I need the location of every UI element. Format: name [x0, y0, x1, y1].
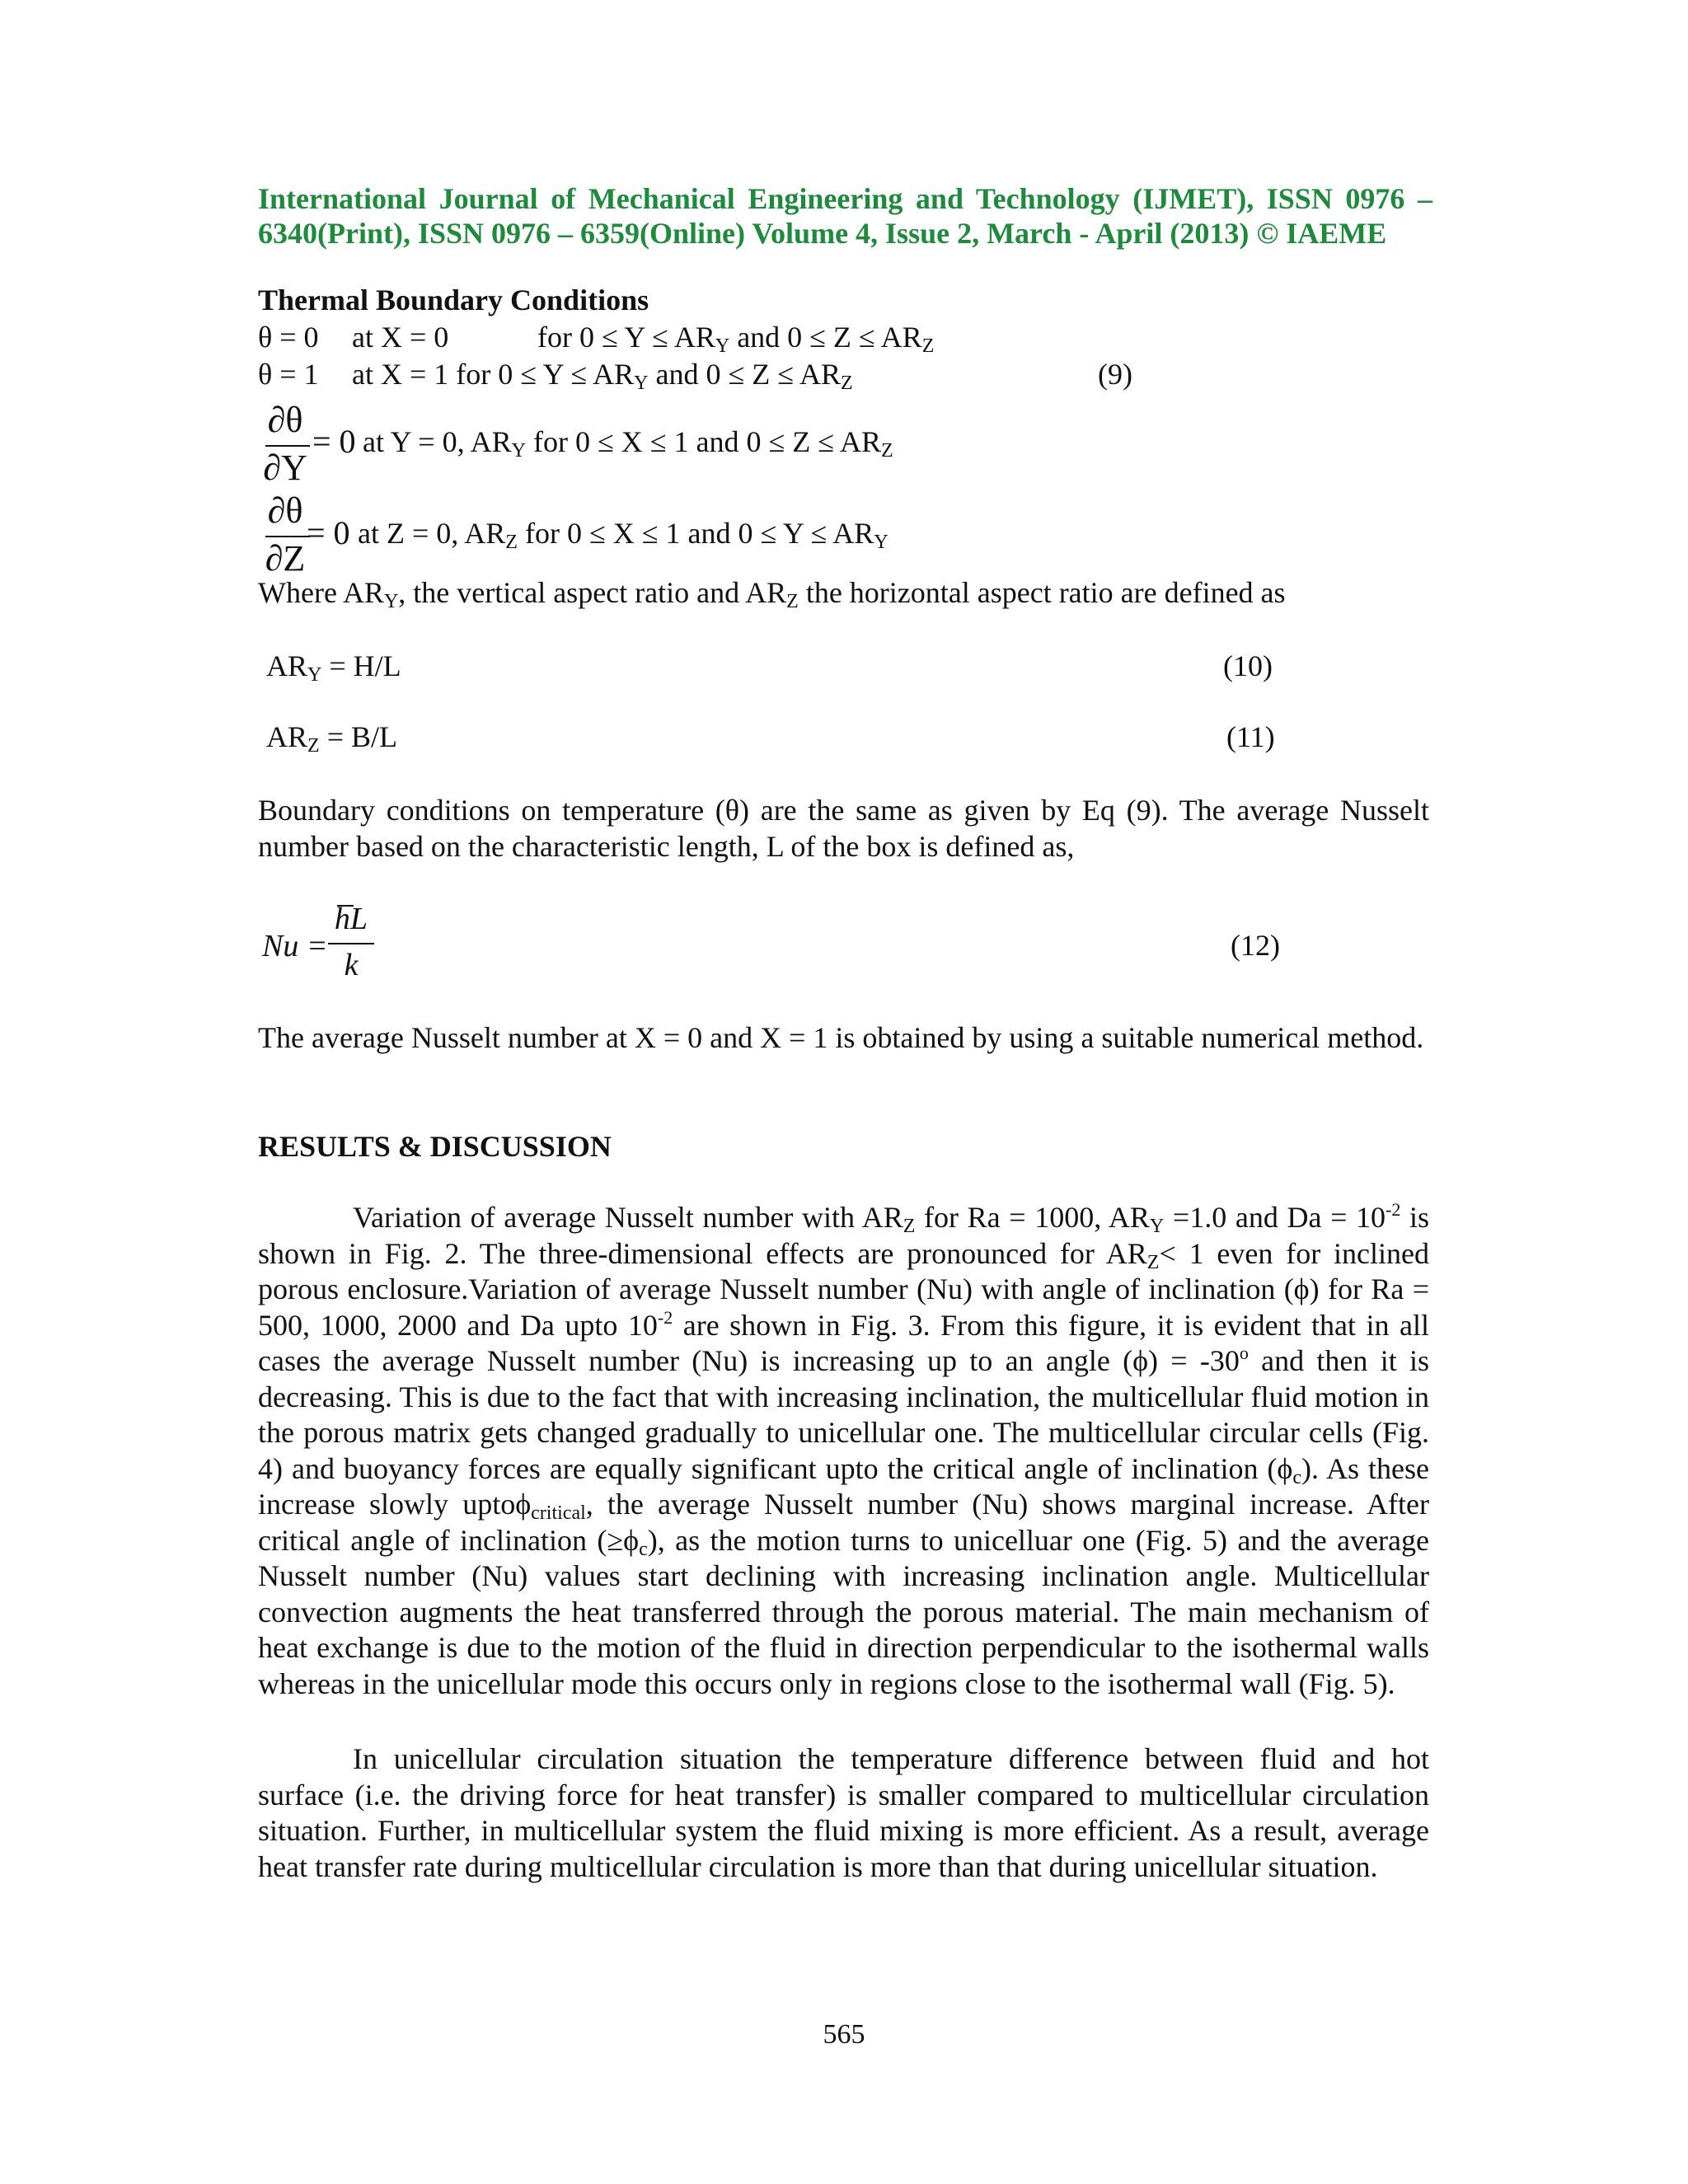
header-line-2: 6340(Print), ISSN 0976 – 6359(Online) Volume 4, Issue 2, March - April (2013) © IAEME [258, 217, 1387, 250]
condition-2-lhs: θ = 1 [258, 358, 319, 391]
fraction-numerator: ∂θ [267, 490, 303, 531]
fraction-numerator: ∂θ [267, 400, 303, 440]
journal-header [258, 181, 1432, 251]
equation-11: $AR_Z = B/L$ [266, 720, 397, 757]
results-paragraph-1: Variation of average Nusselt number with $AR_Z$ for Ra = 1000, $AR_Y =1.0$ and $Da = 10^{-2}$ is shown in Fig. 2. The three-dimensional effects are pronounced for $AR_Z< 1$ even for inclined porous enclosure.Variation of average Nusselt number (Nu) with angle of inclination (ϕ) for Ra = 500, 1000, 2000 and Da upto $10^{-2}$ are shown in Fig. 3. From this figure, it is evident that in all cases the average Nusselt number (Nu) is increasing up to an angle $(\phi) = -30^o$ and then it is decreasing. This is due to the fact that with increasing inclination, the multicellular fluid motion in the porous matrix gets changed gradually to unicellular one. The multicellular circular cells (Fig. 4) and buoyancy forces are equally significant upto the critical angle of inclination $(\phi_c)$. As these increase slowly uptoϕ$_{critical}$, the average Nusselt number (Nu) shows marginal increase. After critical angle of inclination $(\ge\phi_c)$, as the motion turns to unicelluar one (Fig. 5) and the average Nusselt number (Nu) values start declining with increasing inclination angle. Multicellular convection augments the heat transferred through the porous material. The main mechanism of heat exchange is due to the motion of the fluid in direction perpendicular to the isothermal walls whereas in the unicellular mode this occurs only in regions close to the isothermal wall (Fig. 5). [258, 1199, 1430, 1700]
nusselt-lhs: Nu = [262, 929, 328, 963]
equation-number-11: (11) [1226, 720, 1275, 753]
equation-number-10: (10) [1223, 649, 1273, 682]
condition-2-range: at X = 1 for $0 \le Y \le AR_Y$ and $0 \le Z \le AR_Z$ [352, 358, 853, 394]
condition-1-at: at X = 0 [352, 321, 449, 354]
condition-3-text: at Y = 0, $AR_Y$ for 0 ≤ X ≤ 1 and $0 \le Z \le AR_Z$ [363, 425, 893, 462]
nusselt-denominator: k [344, 948, 359, 982]
fraction-bar [328, 943, 374, 944]
numerical-method-paragraph: The average Nusselt number at X = 0 and X = 1 is obtained by using a suitable numerical method. [258, 1021, 1424, 1054]
aspect-ratio-definition-line: Where $AR_Y$, the vertical aspect ratio and $AR_Z$ the horizontal aspect ratio are defined as [258, 576, 1286, 612]
equation-number-12: (12) [1231, 929, 1280, 962]
condition-4-text: at Z = 0, $AR_Z$ for 0 ≤ X ≤ 1 and $0 \le Y \le AR_Y$ [358, 517, 889, 553]
condition-1 [258, 320, 319, 354]
condition-3-equals: = 0 [312, 423, 356, 460]
results-paragraph-2: In unicellular circulation situation the temperature difference between fluid and hot surface (i.e. the driving force for heat transfer) is smaller compared to multicellular circulation situation. Further, in multicellular system the fluid mixing is more efficient. As a result, average heat transfer rate during multicellular circulation is more than that during unicellular situation. [258, 1742, 1429, 1883]
page-number: 565 [823, 2019, 865, 2050]
fraction-denominator: ∂Z [265, 538, 306, 579]
header-line-1: International Journal of Mechanical Engineering and Technology (IJMET), ISSN 0976 – [258, 182, 1432, 215]
nusselt-numerator: hL [334, 902, 368, 936]
condition-1-lhs: θ = 0 [258, 321, 319, 354]
equation-10: $AR_Y = H/L$ [266, 649, 401, 686]
results-discussion-heading: RESULTS & DISCUSSION [258, 1130, 612, 1163]
equation-number-9: (9) [1098, 358, 1132, 391]
condition-1-range: for $0 \le Y \le AR_Y$ and $0 \le Z \le AR_Z$ [537, 321, 935, 357]
thermal-boundary-heading: Thermal Boundary Conditions [258, 284, 649, 316]
boundary-conditions-paragraph: Boundary conditions on temperature (θ) are the same as given by Eq (9). The average Nusselt number based on the characteristic length, L of the box is defined as, [258, 794, 1429, 863]
fraction-denominator: ∂Y [263, 448, 307, 488]
condition-4-equals: = 0 [307, 514, 350, 551]
